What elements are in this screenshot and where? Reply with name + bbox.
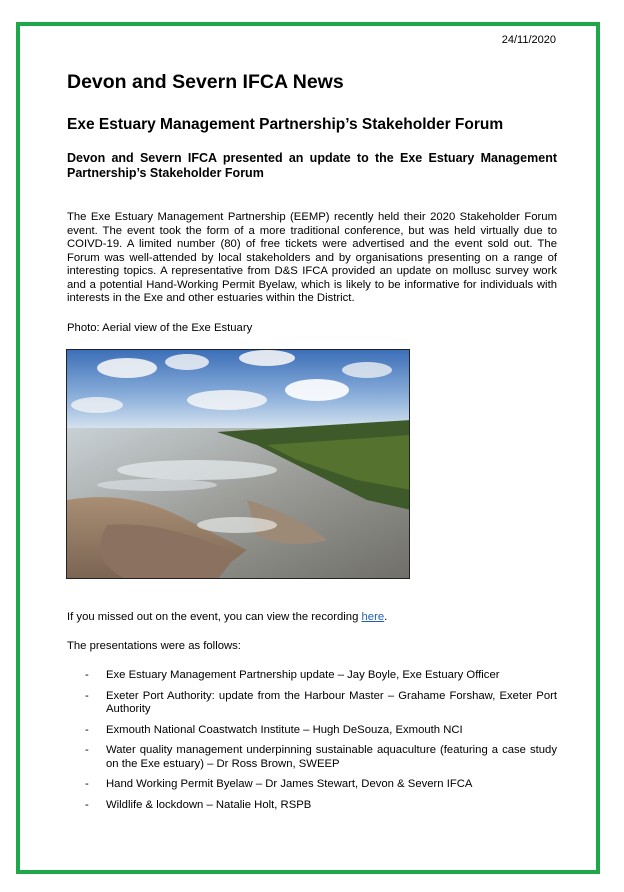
list-marker: - bbox=[85, 723, 89, 736]
page-title: Devon and Severn IFCA News bbox=[67, 71, 344, 93]
recording-link[interactable]: here bbox=[361, 611, 385, 623]
list-item bbox=[85, 799, 557, 813]
list-marker: - bbox=[85, 744, 89, 756]
list-item-text: Exe Estuary Management Partnership update – Jay Boyle, Exe Estuary Officer bbox=[106, 669, 500, 681]
list-marker: - bbox=[85, 689, 89, 702]
list-item bbox=[85, 669, 557, 683]
article-body: The Exe Estuary Management Partnership (EEMP) recently held their 2020 Stakeholder Forum event. The event took the form of a more traditional conference, but was held virtually due to COIVD-19. A limited number (80) of free tickets were advertised and the event sold out. The Forum was well-attended by local stakeholders and by organisations presenting on a range of interesting topics. A representative from D&S IFCA provided an update on mollusc survey work and a potential Hand-Working Permit Byelaw, which is likely to be informative for individuals with interests in the Exe and other estuaries within the District. bbox=[67, 211, 557, 304]
recording-note bbox=[67, 611, 387, 623]
list-item-text: Wildlife & lockdown – Natalie Holt, RSPB bbox=[106, 798, 312, 811]
list-marker: - bbox=[85, 798, 89, 811]
article-summary: Devon and Severn IFCA presented an update to the Exe Estuary Management Partnership’s Stakeholder Forum bbox=[67, 151, 557, 180]
date-label: 24/11/2020 bbox=[501, 34, 556, 46]
list-item-text: Water quality management underpinning sustainable aquaculture (featuring a case study on the Exe estuary) – Dr Ross Brown, SWEEP bbox=[106, 744, 557, 770]
estuary-aerial-photo bbox=[66, 349, 410, 579]
list-item-text: Exeter Port Authority: update from the Harbour Master – Grahame Forshaw, Exeter Port Authority bbox=[106, 689, 557, 715]
recording-note-text: If you missed out on the event, you can view the recording bbox=[67, 611, 362, 623]
presentations-list bbox=[85, 669, 557, 819]
photo-caption: Photo: Aerial view of the Exe Estuary bbox=[67, 322, 253, 334]
list-marker: - bbox=[85, 778, 89, 790]
list-item bbox=[85, 724, 557, 738]
list-item bbox=[85, 778, 557, 792]
list-item-text: Hand Working Permit Byelaw – Dr James Stewart, Devon & Severn IFCA bbox=[106, 778, 473, 790]
list-item bbox=[85, 690, 557, 717]
article-title: Exe Estuary Management Partnership’s Stakeholder Forum bbox=[67, 116, 504, 133]
list-item bbox=[85, 744, 557, 771]
list-item-text: Exmouth National Coastwatch Institute – Hugh DeSouza, Exmouth NCI bbox=[106, 723, 463, 736]
list-marker: - bbox=[85, 669, 89, 681]
presentations-intro: The presentations were as follows: bbox=[67, 640, 241, 652]
recording-note-suffix: . bbox=[384, 611, 388, 623]
